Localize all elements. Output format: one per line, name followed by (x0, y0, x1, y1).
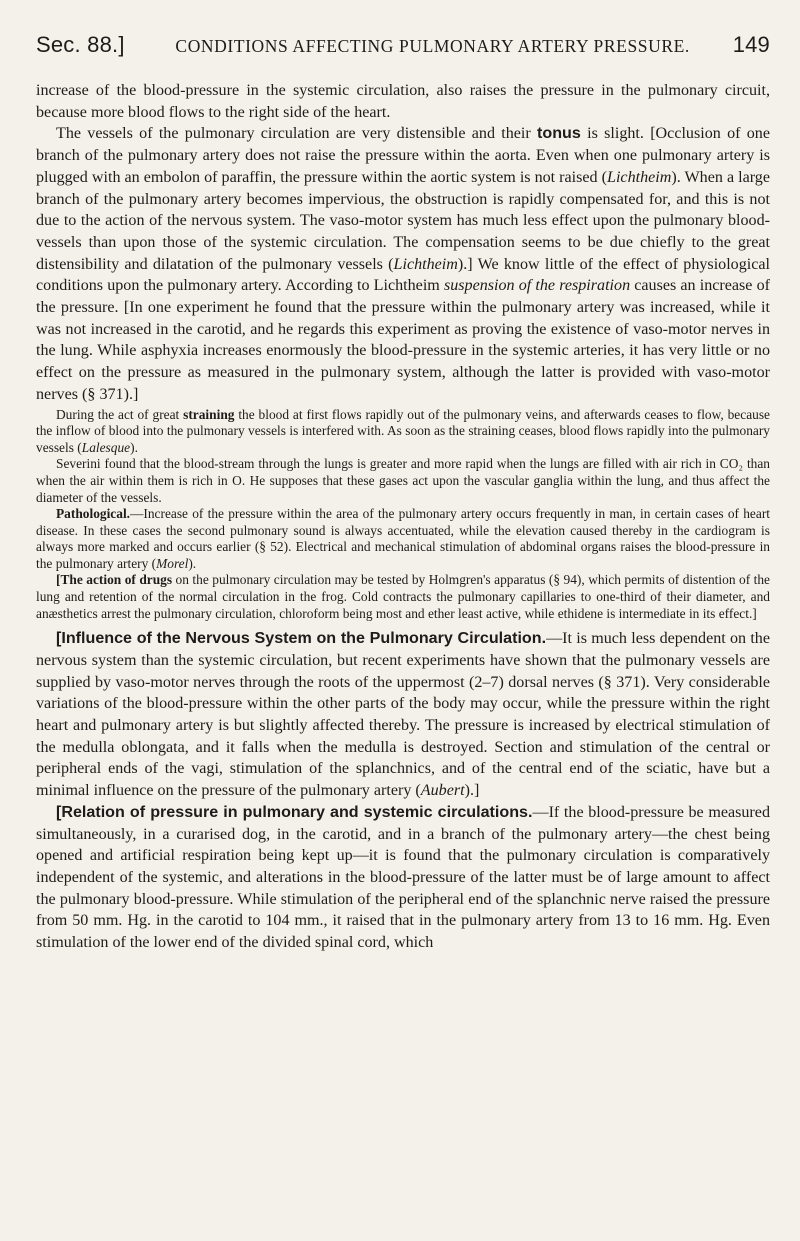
paragraph-straining (36, 407, 770, 457)
text-run: causes an increase of the pressure. [In one experiment he found that the pressure within the pulmonary artery was increased, while it was not increased in the carotid, and he regards this experiment as proving the existence of vaso-motor nerves in the lung. While asphyxia increases enormously the blood-pressure in the systemic arteries, it has very little or no effect on the pressure as measured in the pulmonary system, although the latter is provided with vaso-motor nerves (§ 371).] (36, 277, 770, 403)
book-page (36, 32, 770, 954)
bold-heading: [Influence of the Nervous System on the Pulmonary Circulation. (56, 629, 547, 648)
paragraph-relation-of-pressure (36, 802, 770, 954)
text-run: increase of the blood-pressure in the systemic circulation, also raises the pressure in the pulmonary circuit, because more blood flows to the right side of the heart. (36, 82, 770, 121)
page-number: 149 (732, 32, 770, 57)
text-run: ). (188, 555, 197, 571)
bold-heading: [Relation of pressure in pulmonary and systemic circulations. (56, 802, 533, 821)
text-run: ).] We know little of the effect of physiological conditions upon the pulmonary artery. According to Lichtheim (36, 255, 771, 295)
italic-term: suspension of the respiration (443, 277, 631, 295)
text-run: ). (130, 439, 138, 455)
text-run: on the pulmonary circulation may be tested by Holmgren's apparatus (§ 94), which permits of distention of the lung and retention of the normal circulation in the frog. Cold contracts the pulmonary capillaries to one-third of their diameter, and anæsthetics arrest the pulmonary circulation, chloroform being most and ether least active, while ethidene is intermediate in its effect.] (36, 572, 770, 621)
text-run: —Increase of the pressure within the area of the pulmonary artery occurs frequently in man, in certain cases of heart disease. In these cases the second pulmonary sound is always accentuated, while the elevation caused thereby in the cardiogram is always more marked and occurs earlier (§ 52). Electrical and mechanical stimulation of abdominal organs raises the blood-pressure in the pulmonary artery ( (36, 506, 770, 571)
section-number: Sec. 88.] (36, 32, 125, 57)
paragraph-vessels-distensible (36, 123, 770, 405)
text-run: Severini found that the blood-stream through the lungs is greater and more rapid when the lungs are filled with air rich in CO₂ than when the air within them is rich in O. He supposes that these gases act upon the vascular ganglia within the lung, and thus affect the diameter of the vessels. (36, 456, 770, 505)
text-run: —If the blood-pressure be measured simultaneously, in a curarised dog, in the carotid, and in a branch of the pulmonary artery—the chest being opened and artificial respiration being kept up—it is found that the pulmonary circulation is comparatively independent of the systemic, and alterations in the blood-pressure of the latter must be of large amount to affect the pulmonary blood-pressure. While stimulation of the peripheral end of the splanchnic nerve raised the pressure from 50 mm. Hg. in the carotid to 104 mm., it raised that in the pulmonary artery from 13 to 16 mm. Hg. Even stimulation of the lower end of the divided spinal cord, which (36, 803, 770, 952)
italic-citation: Aubert (420, 782, 465, 800)
text-run: —It is much less dependent on the nervous system than the systemic circulation, but recent experiments have shown that the pulmonary vessels are supplied by vaso-motor nerves through the roots of the uppermost (2–7) dorsal nerves (§ 371). Very considerable variations of the blood-pressure within the other parts of the body may occur, while the pressure within the right heart and pulmonary artery is but slightly affected thereby. The pressure is increased by electrical stimulation of the medulla oblongata, and it falls when the medulla is destroyed. Section and stimulation of the central or peripheral ends of the vagi, stimulation of the splanchnics, and of the central end of the sciatic, have but a minimal influence on the pressure of the pulmonary artery ( (36, 630, 770, 800)
italic-citation: Lichtheim (607, 168, 672, 186)
text-run: the blood at first flows rapidly out of the pulmonary veins, and afterwards ceases to flow, because the inflow of blood into the pulmonary vessels is interfered with. As soon as the straining ceases, blood flows rapidly into the pulmonary vessels ( (36, 406, 770, 455)
running-head (36, 32, 770, 58)
italic-citation: Lichtheim (393, 255, 458, 273)
bold-term: Pathological. (56, 506, 131, 522)
italic-citation: Lalesque (81, 439, 131, 455)
bold-term: tonus (537, 124, 581, 143)
paragraph-nervous-system (36, 628, 770, 802)
paragraph-severini (36, 456, 770, 506)
text-run: ).] (464, 782, 480, 800)
text-run: During the act of great (56, 406, 184, 422)
text-run: ). When a large branch of the pulmonary artery becomes impervious, the obstruction is rapidly compensated for, and this is not due to the action of the nervous system. The vaso-motor system has much less effect upon the pulmonary blood-vessels than upon those of the systemic circulation. The compensation seems to be due chiefly to the great distensibility and dilatation of the pulmonary vessels ( (36, 168, 770, 273)
bold-term: straining (183, 406, 235, 422)
bold-term: [The action of drugs (56, 572, 173, 588)
paragraph-pathological (36, 506, 770, 572)
text-run: The vessels of the pulmonary circulation are very distensible and their (56, 125, 538, 143)
text-run: is slight. [Occlusion of one branch of the pulmonary artery does not raise the pressure within the aorta. Even when one pulmonary artery is plugged with an embolon of paraffin, the pressure within the aortic system is not raised ( (36, 125, 770, 186)
paragraph-continuation (36, 80, 770, 123)
paragraph-drugs (36, 572, 770, 622)
italic-citation: Morel (156, 555, 189, 571)
page-title: CONDITIONS AFFECTING PULMONARY ARTERY PRESSURE. (175, 36, 690, 56)
